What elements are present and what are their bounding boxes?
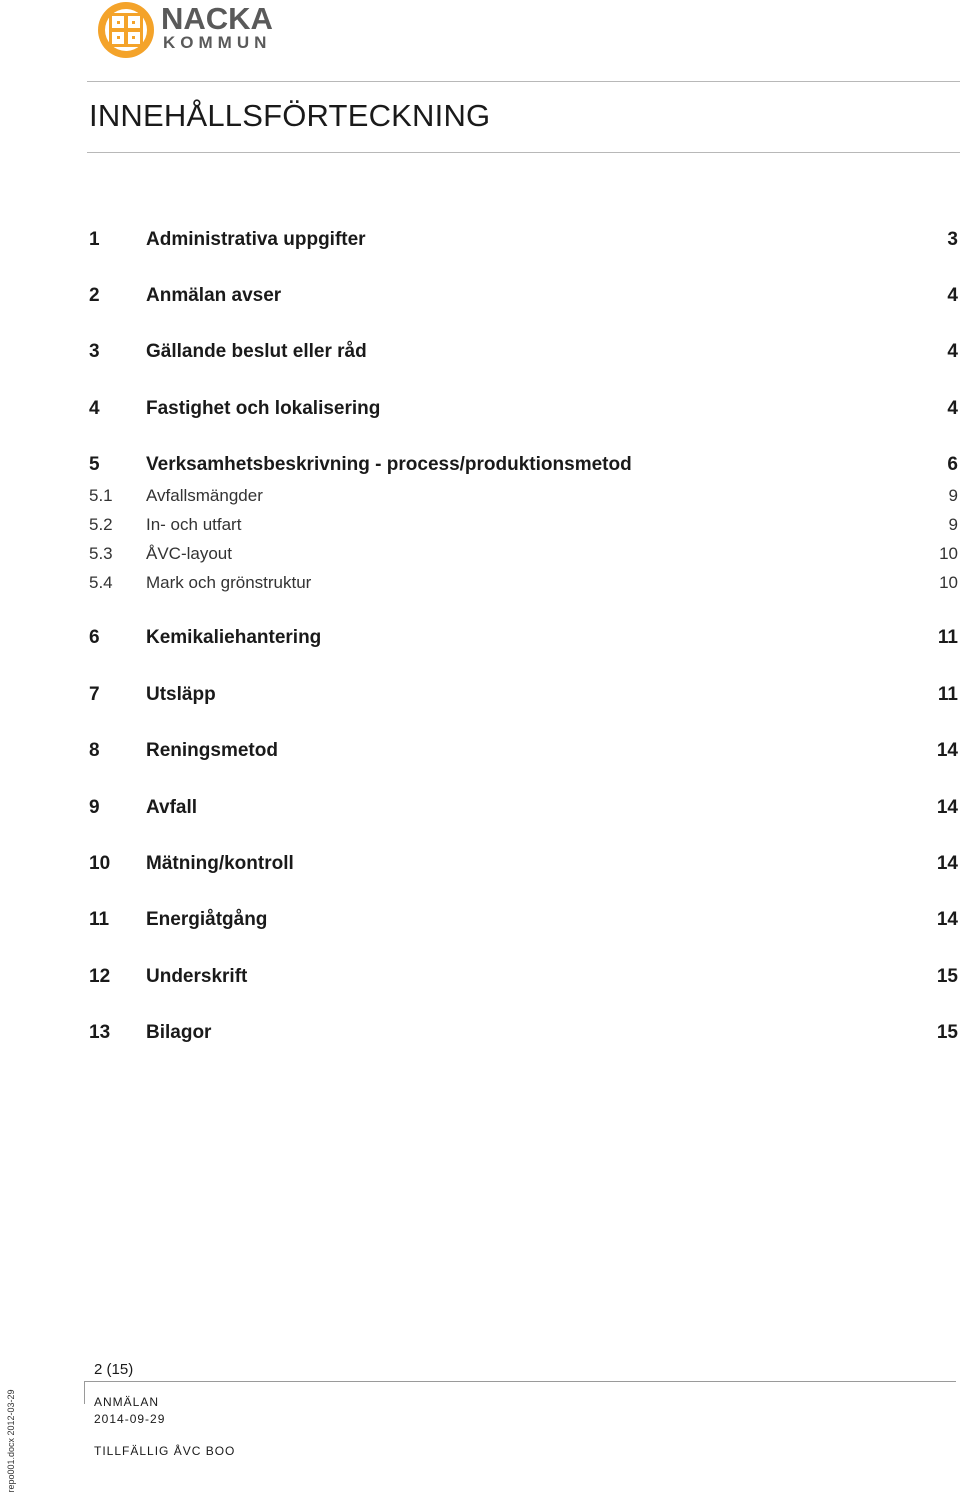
toc-entry[interactable] — [89, 572, 958, 596]
logo-wordmark: NACKA — [161, 1, 273, 36]
toc-entry-page: 15 — [936, 1022, 958, 1043]
toc-entry[interactable] — [89, 514, 958, 538]
toc-entry-label: Avfallsmängder — [146, 486, 263, 505]
toc-entry-label: Mark och grönstruktur — [146, 573, 312, 592]
page-title: INNEHÅLLSFÖRTECKNING — [89, 98, 491, 133]
toc-entry-page: 10 — [939, 573, 958, 592]
toc-entry-number: 8 — [89, 740, 100, 761]
title-top-rule — [87, 81, 960, 82]
toc-entry-number: 1 — [89, 229, 100, 250]
toc-entry[interactable] — [89, 852, 958, 876]
toc-entry[interactable] — [89, 739, 958, 763]
toc-entry[interactable] — [89, 965, 958, 989]
footer-date: 2014-09-29 — [94, 1412, 166, 1426]
toc-entry[interactable] — [89, 908, 958, 932]
toc-entry[interactable] — [89, 626, 958, 650]
toc-entry-label: Fastighet och lokalisering — [146, 398, 381, 419]
toc-entry-label: Anmälan avser — [146, 285, 282, 306]
toc-entry-page: 14 — [936, 740, 958, 761]
toc-entry-page: 4 — [947, 398, 958, 419]
toc-entry-page: 4 — [947, 341, 958, 362]
toc-entry-label: In- och utfart — [146, 515, 242, 534]
footer-rule-tick — [84, 1381, 85, 1404]
logo-subtitle: KOMMUN — [163, 33, 272, 52]
toc-entry-number: 2 — [89, 285, 100, 306]
nacka-kommun-logo — [97, 0, 297, 60]
toc-entry[interactable] — [89, 228, 958, 252]
toc-entry-label: Gällande beslut eller råd — [146, 341, 367, 362]
footer-subject: TILLFÄLLIG ÅVC BOO — [94, 1444, 236, 1458]
toc-entry-label: Kemikaliehantering — [146, 627, 322, 648]
toc-entry-label: Avfall — [146, 797, 198, 818]
toc-entry[interactable] — [89, 683, 958, 707]
toc-entry-number: 13 — [89, 1022, 111, 1043]
toc-entry[interactable] — [89, 340, 958, 364]
toc-entry[interactable] — [89, 284, 958, 308]
toc-entry-label: Reningsmetod — [146, 740, 278, 761]
toc-entry-number: 5.3 — [89, 544, 113, 563]
toc-entry[interactable] — [89, 543, 958, 567]
toc-entry-label: Underskrift — [146, 966, 248, 987]
toc-entry-page: 15 — [936, 966, 958, 987]
toc-entry-page: 11 — [937, 684, 958, 705]
footer-doc-type: ANMÄLAN — [94, 1395, 160, 1409]
toc-entry[interactable] — [89, 1021, 958, 1045]
toc-entry-number: 7 — [89, 684, 100, 705]
toc-entry-number: 10 — [89, 853, 111, 874]
toc-entry-page: 14 — [936, 909, 958, 930]
toc-entry-page: 6 — [947, 454, 958, 475]
toc-entry-label: Verksamhetsbeskrivning - process/produktionsmetod — [146, 454, 632, 475]
toc-entry-page: 11 — [937, 627, 958, 648]
toc-entry-page: 9 — [948, 515, 958, 534]
toc-entry-number: 4 — [89, 398, 100, 419]
toc-entry-label: Energiåtgång — [146, 909, 268, 930]
toc-entry-number: 12 — [89, 966, 111, 987]
side-template-reference: repo001.docx 2012-03-29 — [6, 1389, 16, 1493]
toc-entry[interactable] — [89, 397, 958, 421]
toc-entry-number: 11 — [89, 909, 110, 930]
toc-entry-number: 3 — [89, 341, 100, 362]
toc-entry[interactable] — [89, 796, 958, 820]
title-bottom-rule — [87, 152, 960, 153]
toc-entry-page: 14 — [936, 797, 958, 818]
toc-entry-label: ÅVC-layout — [146, 544, 232, 563]
footer-rule — [84, 1381, 956, 1382]
toc-entry[interactable] — [89, 453, 958, 477]
toc-entry-number: 5.2 — [89, 515, 113, 534]
toc-entry[interactable] — [89, 485, 958, 509]
nacka-emblem-icon — [97, 1, 155, 59]
toc-entry-number: 6 — [89, 627, 100, 648]
toc-entry-page: 10 — [939, 544, 958, 563]
toc-entry-page: 14 — [936, 853, 958, 874]
toc-entry-number: 9 — [89, 797, 100, 818]
page-indicator: 2 (15) — [94, 1361, 134, 1378]
toc-entry-number: 5.4 — [89, 573, 113, 592]
toc-entry-page: 4 — [947, 285, 958, 306]
toc-entry-label: Utsläpp — [146, 684, 216, 705]
toc-entry-page: 9 — [948, 486, 958, 505]
toc-entry-number: 5 — [89, 454, 100, 475]
toc-entry-page: 3 — [947, 229, 958, 250]
toc-entry-label: Administrativa uppgifter — [146, 229, 366, 250]
toc-entry-number: 5.1 — [89, 486, 113, 505]
toc-entry-label: Bilagor — [146, 1022, 212, 1043]
toc-entry-label: Mätning/kontroll — [146, 853, 294, 874]
